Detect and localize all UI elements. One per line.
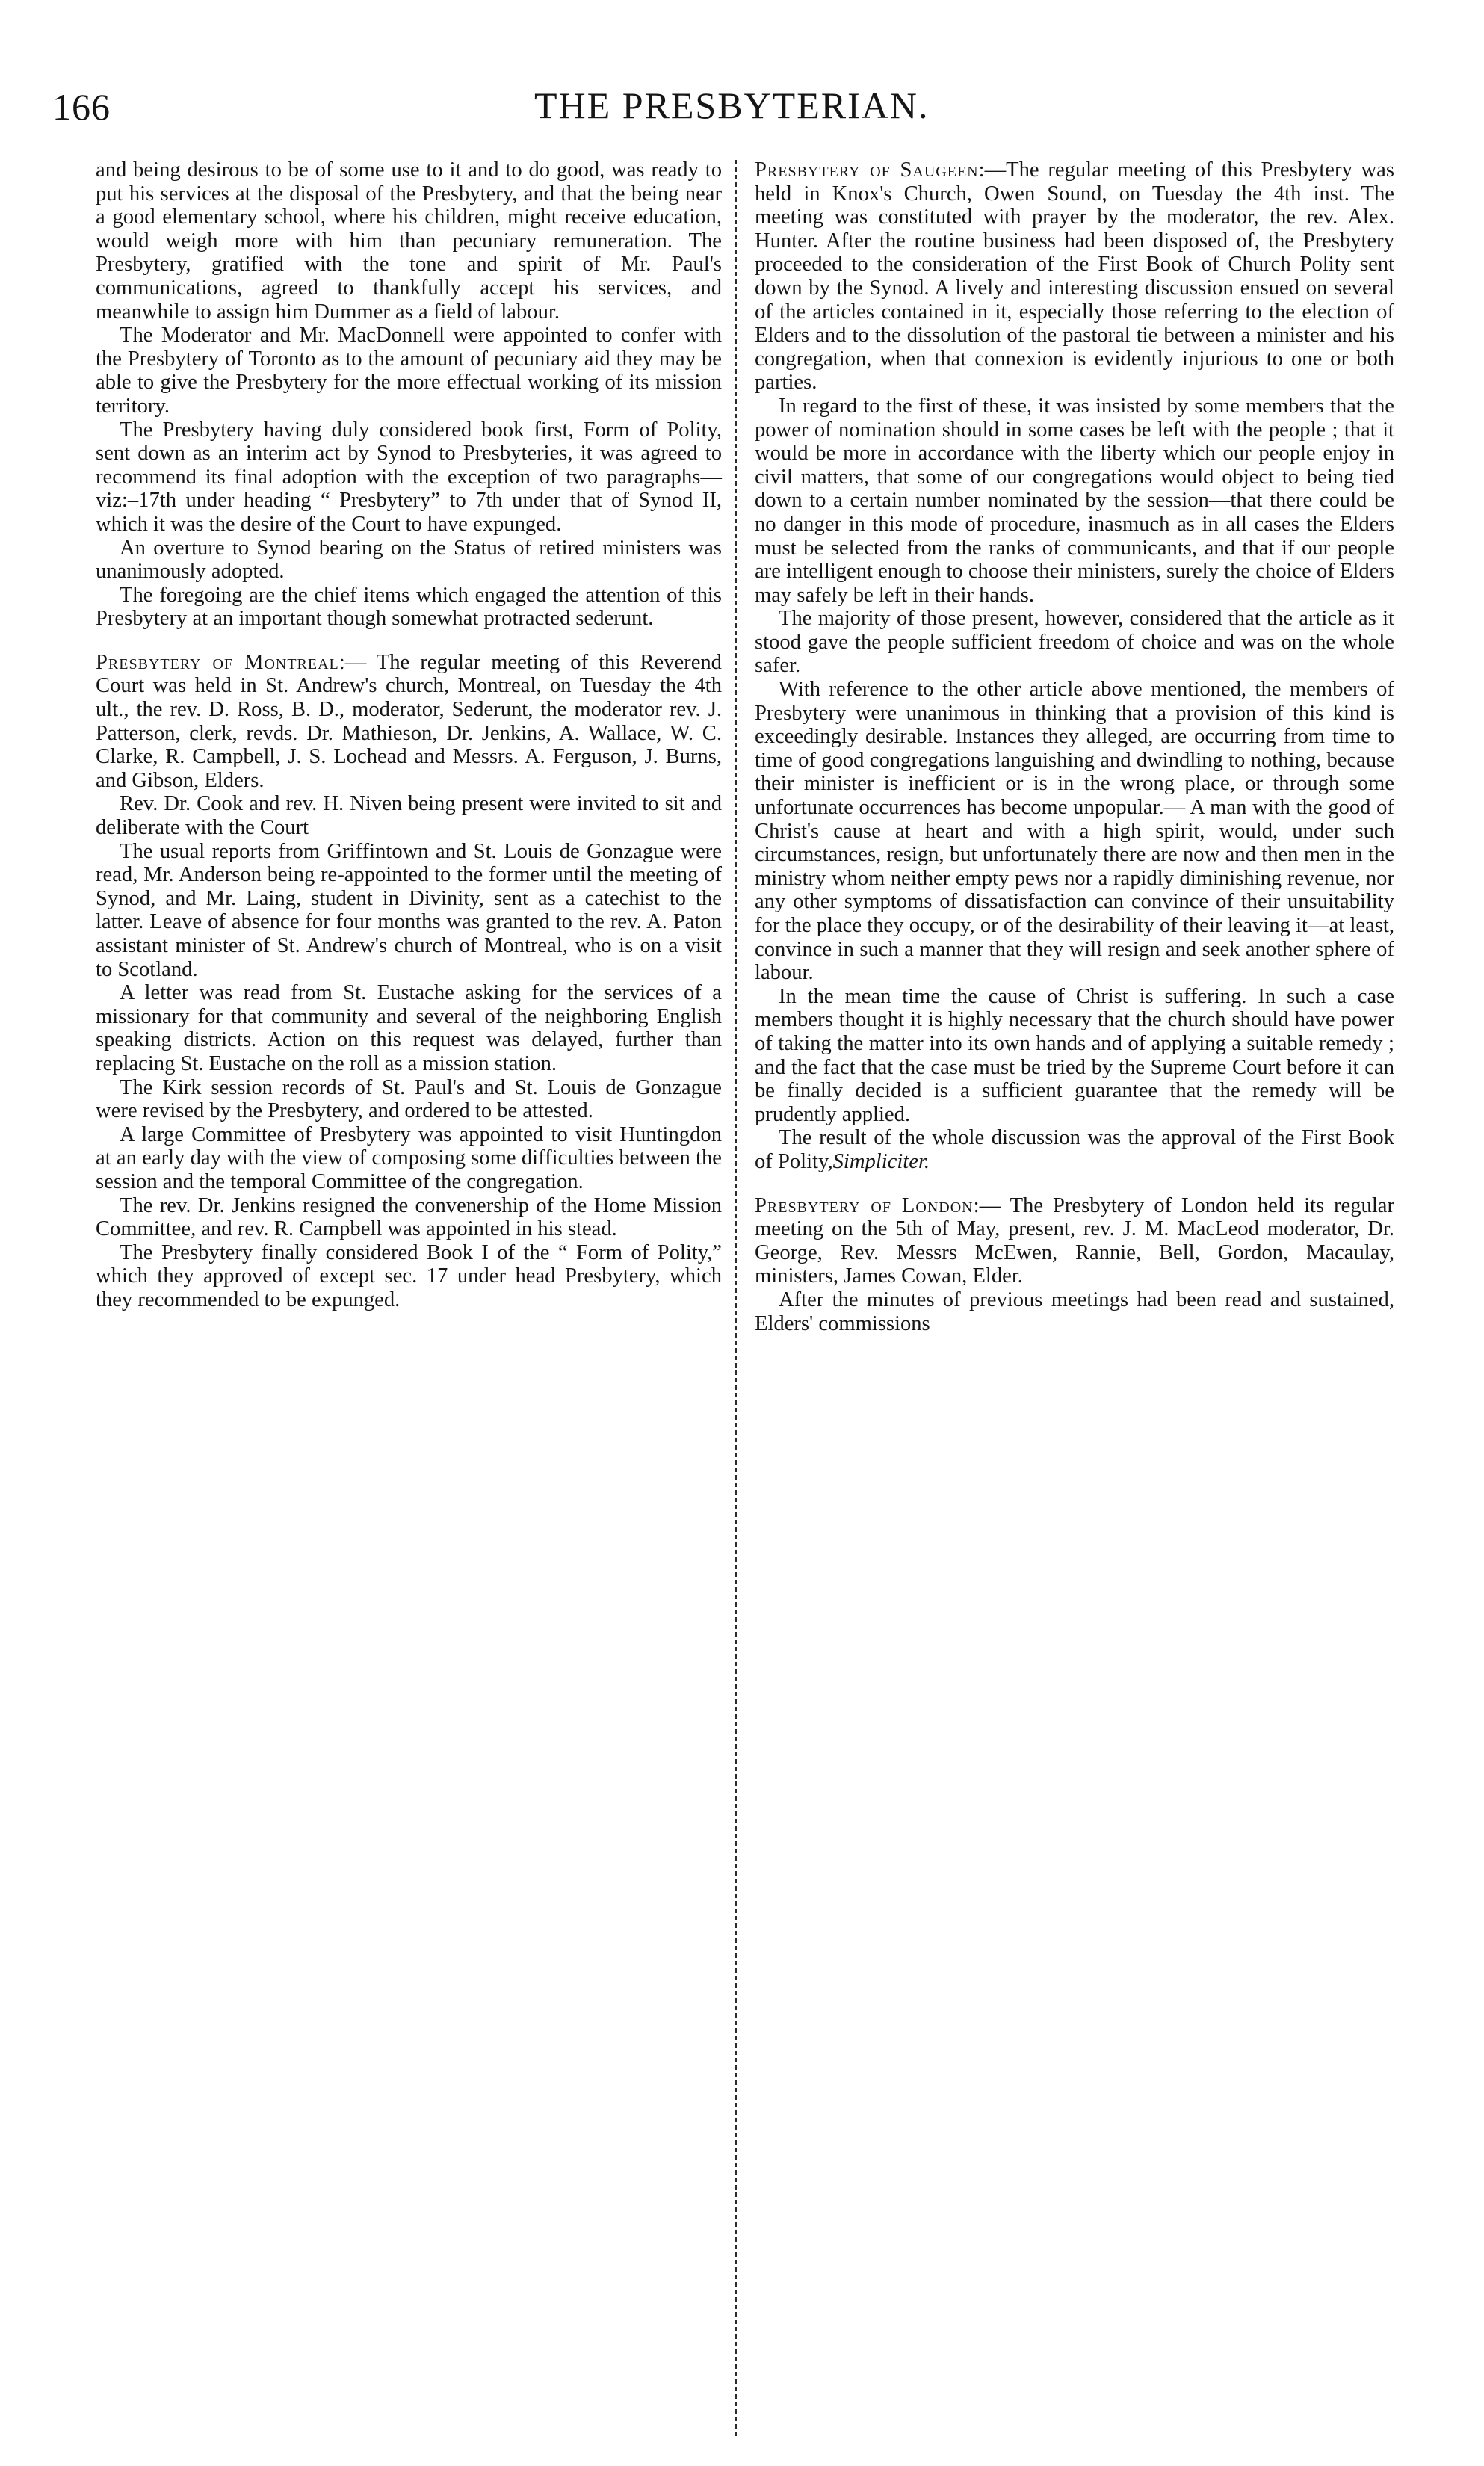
paragraph: The majority of those present, however, considered that the article as it stood gave the people sufficient freedom of choice and was on the whole safer. bbox=[755, 607, 1394, 678]
section-text: :—The regular meeting of this Presbytery was held in Knox's Church, Owen Sound, on Tuesday the 4th inst. The meeting was constituted with prayer by the moderator, the rev. Alex. Hunter. After the routine business had been disposed of, the Presbytery proceeded to the consideration of the First Book of Church Polity sent down by the Synod. A lively and interesting discussion ensued on several of the articles contained in it, especially those referring to the election of Elders and to the dissolution of the pastoral tie between a minister and his congregation, when that connexion is evidently injurious to one or both parties. bbox=[755, 158, 1394, 395]
paragraph: The rev. Dr. Jenkins resigned the convenership of the Home Mission Committee, and rev. R. Campbell was appointed in his stead. bbox=[96, 1193, 722, 1241]
page-number: 166 bbox=[52, 86, 111, 128]
paragraph: A letter was read from St. Eustache asking for the services of a missionary for that community and several of the neighboring English speaking districts. Action on this request was delayed, further than replacing St. Eustache on the roll as a mission station. bbox=[96, 981, 722, 1075]
paragraph: Rev. Dr. Cook and rev. H. Niven being present were invited to sit and deliberate with the Court bbox=[96, 792, 722, 840]
section-paragraph-london bbox=[755, 1194, 1394, 1288]
paragraph bbox=[755, 1126, 1394, 1173]
paragraph: An overture to Synod bearing on the Status of retired ministers was unanimously adopted. bbox=[96, 536, 722, 584]
paragraph: and being desirous to be of some use to it and to do good, was ready to put his services at the disposal of the Presbytery, and that the being near a good elementary school, where his children, might receive education, would weigh more with him than pecuniary remuneration. The Presbytery, gratified with the tone and spirit of Mr. Paul's communications, agreed to thankfully accept his services, and meanwhile to assign him Dummer as a field of labour. bbox=[96, 158, 722, 324]
paragraph: In the mean time the cause of Christ is suffering. In such a case members thought it is highly necessary that the church should have power of taking the matter into its own hands and of applying a suitable remedy ; and the fact that the case must be tried by the Supreme Court before it can be finally decided is a sufficient guarantee that the remedy will be prudently applied. bbox=[755, 984, 1394, 1126]
paragraph-text: The result of the whole discussion was the approval of the First Book of Polity, bbox=[755, 1126, 1394, 1173]
section-heading-saugeen: Presbytery of Saugeen bbox=[755, 158, 979, 182]
paragraph: The foregoing are the chief items which engaged the attention of this Presbytery at an important though somewhat protracted sederunt. bbox=[96, 583, 722, 631]
paragraph: The Presbytery finally considered Book I of the “ Form of Polity,” which they approved of except sec. 17 under head Presbytery, which they recommended to be expunged. bbox=[96, 1240, 722, 1311]
section-text: :— The regular meeting of this Reverend Court was held in St. Andrew's church, Montreal, on Tuesday the 4th ult., the rev. D. Ross, B. D., moderator, Sederunt, the moderator rev. J. Patterson, clerk, revds. Dr. Mathieson, Dr. Jenkins, A. Wallace, W. C. Clarke, R. Campbell, J. S. Lochead and Messrs. A. Ferguson, J. Burns, and Gibson, Elders. bbox=[96, 650, 722, 792]
paragraph: A large Committee of Presbytery was appointed to visit Huntingdon at an early day with the view of composing some difficulties between the session and the temporal Committee of the congregation. bbox=[96, 1122, 722, 1193]
section-heading-montreal: Presbytery of Montreal bbox=[96, 650, 339, 674]
paragraph: With reference to the other article above mentioned, the members of Presbytery were unanimous in thinking that a provision of this kind is exceedingly desirable. Instances they alleged, are occurring from time to time of good congregations languishing and dwindling to nothing, because their minister is inefficient or is in the wrong place, or through some unfortunate occurrences has become unpopular.— A man with the good of Christ's cause at heart and with a high spirit, would, under such circumstances, resign, but unfortunately there are now and then men in the ministry whom neither empty pews nor a rapidly diminishing revenue, nor any other symptoms of dissatisfaction can convince of their unsuitability for the place they occupy, or of the desirability of their leaving it—at least, convince in such a manner that they will resign and seek another sphere of labour. bbox=[755, 678, 1394, 985]
paragraph: After the minutes of previous meetings had been read and sustained, Elders' commissions bbox=[755, 1288, 1394, 1335]
paragraph: The usual reports from Griffintown and St. Louis de Gonzague were read, Mr. Anderson being re-appointed to the former until the meeting of Synod, and Mr. Laing, student in Divinity, sent as a catechist to the latter. Leave of absence for four months was granted to the rev. A. Paton assistant minister of St. Andrew's church of Montreal, who is on a visit to Scotland. bbox=[96, 839, 722, 981]
column-divider bbox=[735, 160, 738, 2436]
section-paragraph-saugeen bbox=[755, 158, 1394, 395]
paragraph: The Moderator and Mr. MacDonnell were appointed to confer with the Presbytery of Toronto as to the amount of pecuniary aid they may be able to give the Presbytery for the more effectual working of its mission territory. bbox=[96, 324, 722, 418]
italic-word: Simpliciter. bbox=[832, 1149, 930, 1173]
paragraph: In regard to the first of these, it was insisted by some members that the power of nomination should in some cases be left with the people ; that it would be more in accordance with the liberty which our people enjoy in civil matters, that some of our congregations would object to being tied down to a certain number nominated by the session—that there could be no danger in this mode of procedure, inasmuch as in all cases the Elders must be selected from the ranks of communicants, and that if our people are intelligent enough to choose their ministers, surely the choice of Elders may safely be left in their hands. bbox=[755, 394, 1394, 607]
paragraph: The Kirk session records of St. Paul's and St. Louis de Gonzague were revised by the Presbytery, and ordered to be attested. bbox=[96, 1075, 722, 1123]
paragraph: The Presbytery having duly considered book first, Form of Polity, sent down as an interim act by Synod to Presbyteries, it was agreed to recommend its final adoption with the exception of two paragraphs—viz:–17th under heading “ Presbytery” to 7th under that of Synod II, which it was the desire of the Court to have expunged. bbox=[96, 418, 722, 536]
right-column bbox=[755, 158, 1394, 1335]
page-title: THE PRESBYTERIAN. bbox=[534, 84, 930, 126]
section-text: :— The Presbytery of London held its regular meeting on the 5th of May, present, rev. J. M. MacLeod moderator, Dr. George, Rev. Messrs McEwen, Rannie, Bell, Gordon, Macaulay, ministers, James Cowan, Elder. bbox=[755, 1193, 1394, 1288]
section-paragraph-montreal bbox=[96, 651, 722, 793]
left-column bbox=[96, 158, 722, 1312]
section-heading-london: Presbytery of London bbox=[755, 1193, 974, 1217]
